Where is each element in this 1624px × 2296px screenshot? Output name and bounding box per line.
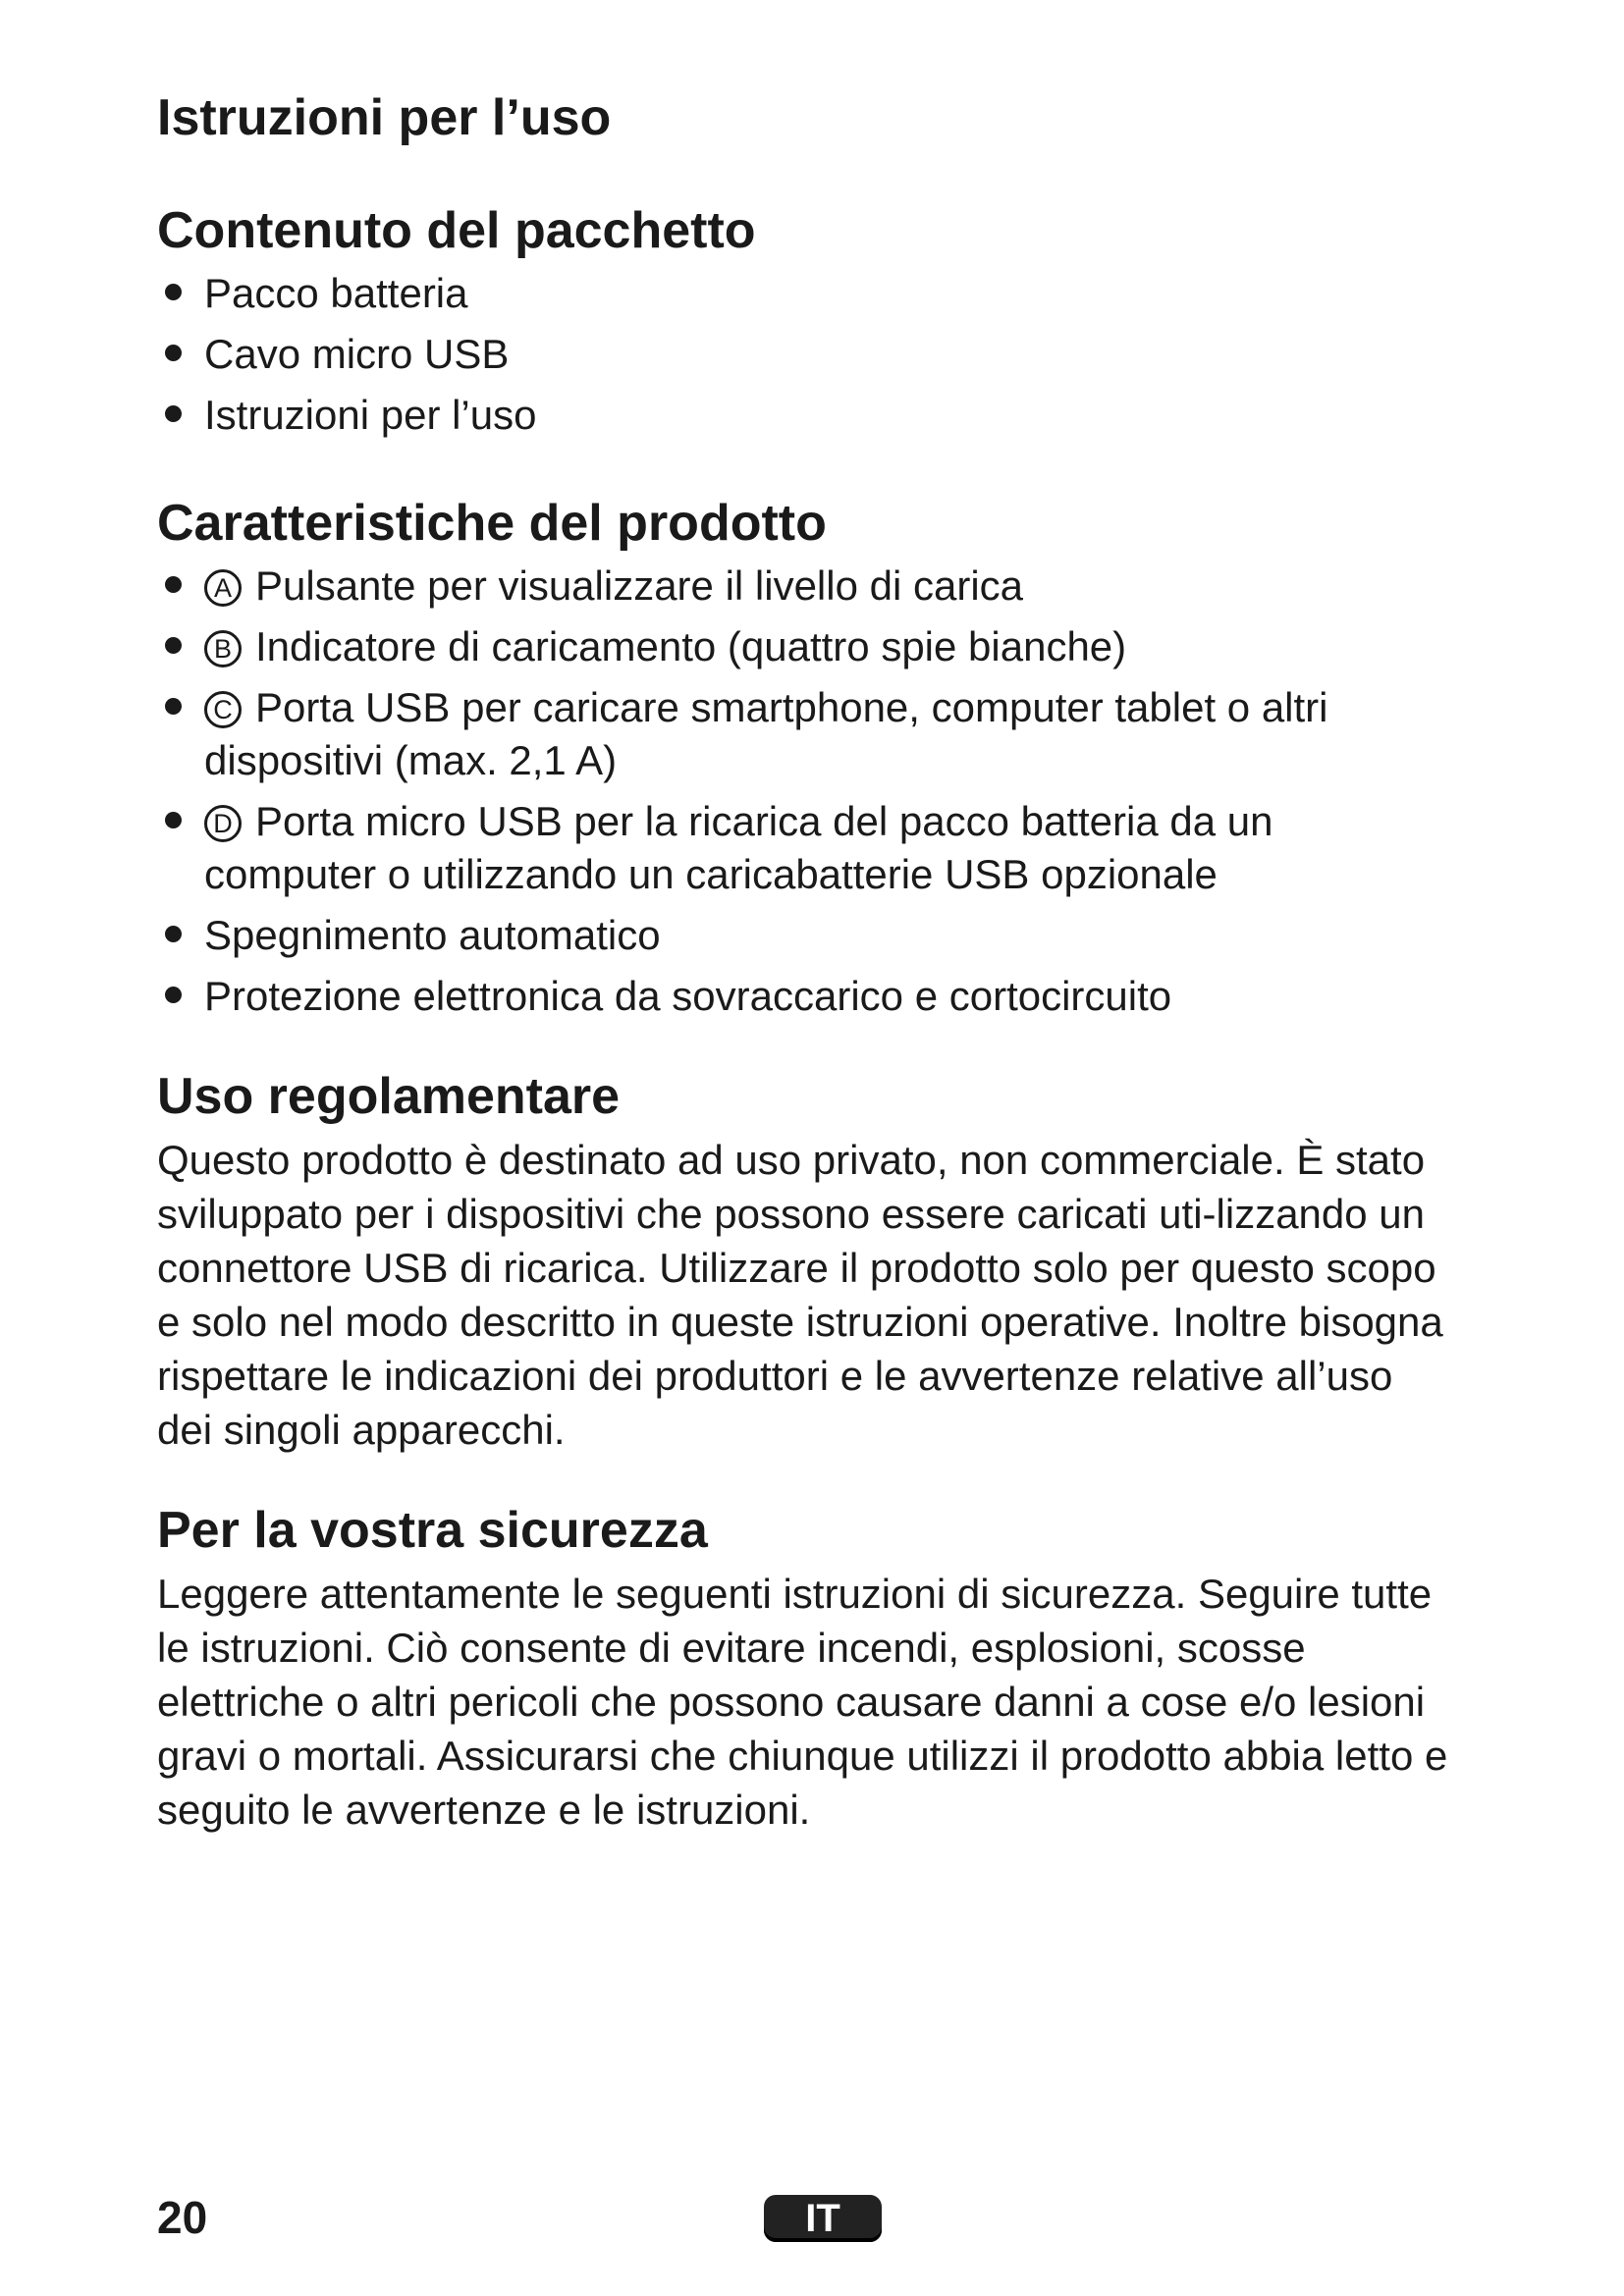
bullet-icon: [165, 284, 182, 300]
list-item: A Pulsante per visualizzare il livello di carica: [157, 560, 1453, 613]
safety-paragraph: Leggere attentamente le seguenti istruzioni di sicurezza. Seguire tutte le istruzioni. Ciò consente di evitare incendi, esplosioni, scosse elettriche o altri pericoli che possono causare danni a cose e/o lesioni gravi o mortali. Assicurarsi che chiunque utilizzi il prodotto abbia letto e seguito le avvertenze e le istruzioni.: [157, 1571, 1448, 1833]
page-title: Istruzioni per l’uso: [157, 89, 612, 146]
intended-use-paragraph: Questo prodotto è destinato ad uso privato, non commerciale. È stato sviluppato per i dispositivi che possono essere caricati uti-lizzando un connettore USB di ricarica. Utilizzare il prodotto solo per questo scopo e solo nel modo descritto in queste istruzioni operative. Inoltre bisogna rispettare le indicazioni dei produttori e le avvertenze relative all’uso dei singoli apparecchi.: [157, 1137, 1443, 1453]
bullet-icon: [165, 576, 182, 593]
intended-use-heading: Uso regolamentare: [157, 1068, 621, 1125]
safety-heading: Per la vostra sicurezza: [157, 1502, 708, 1559]
list-item: Istruzioni per l’uso: [157, 389, 1453, 442]
bullet-icon: [165, 812, 182, 828]
safety-section: [157, 1500, 1453, 1837]
intended-use-section: [157, 1066, 1453, 1457]
product-features-heading: Caratteristiche del prodotto: [157, 495, 827, 552]
page-number: 20: [157, 2192, 208, 2243]
product-features-section: [157, 493, 1453, 1023]
package-contents-heading: Contenuto del pacchetto: [157, 202, 756, 259]
list-item: B Indicatore di caricamento (quattro spie bianche): [157, 620, 1453, 673]
bullet-icon: [165, 698, 182, 715]
list-item: Protezione elettronica da sovraccarico e cortocircuito: [157, 970, 1453, 1023]
circled-letter-icon: A: [204, 569, 242, 607]
list-item: Pacco batteria: [157, 267, 1453, 320]
list-item: Spegnimento automatico: [157, 909, 1453, 962]
package-contents-section: [157, 200, 1453, 442]
package-contents-list: [157, 267, 1453, 442]
bullet-icon: [165, 926, 182, 942]
circled-letter-icon: B: [204, 630, 242, 667]
product-features-list: [157, 560, 1453, 1023]
bullet-icon: [165, 987, 182, 1003]
list-item: D Porta micro USB per la ricarica del pacco batteria da un computer o utilizzando un caricabatterie USB opzionale: [157, 795, 1453, 901]
circled-letter-icon: D: [204, 805, 242, 842]
list-item: C Porta USB per caricare smartphone, computer tablet o altri dispositivi (max. 2,1 A): [157, 681, 1453, 787]
circled-letter-icon: C: [204, 691, 242, 728]
bullet-icon: [165, 637, 182, 654]
manual-page: [157, 86, 1453, 1880]
bullet-icon: [165, 405, 182, 422]
bullet-icon: [165, 345, 182, 361]
language-badge: IT: [764, 2195, 882, 2242]
list-item: Cavo micro USB: [157, 328, 1453, 381]
